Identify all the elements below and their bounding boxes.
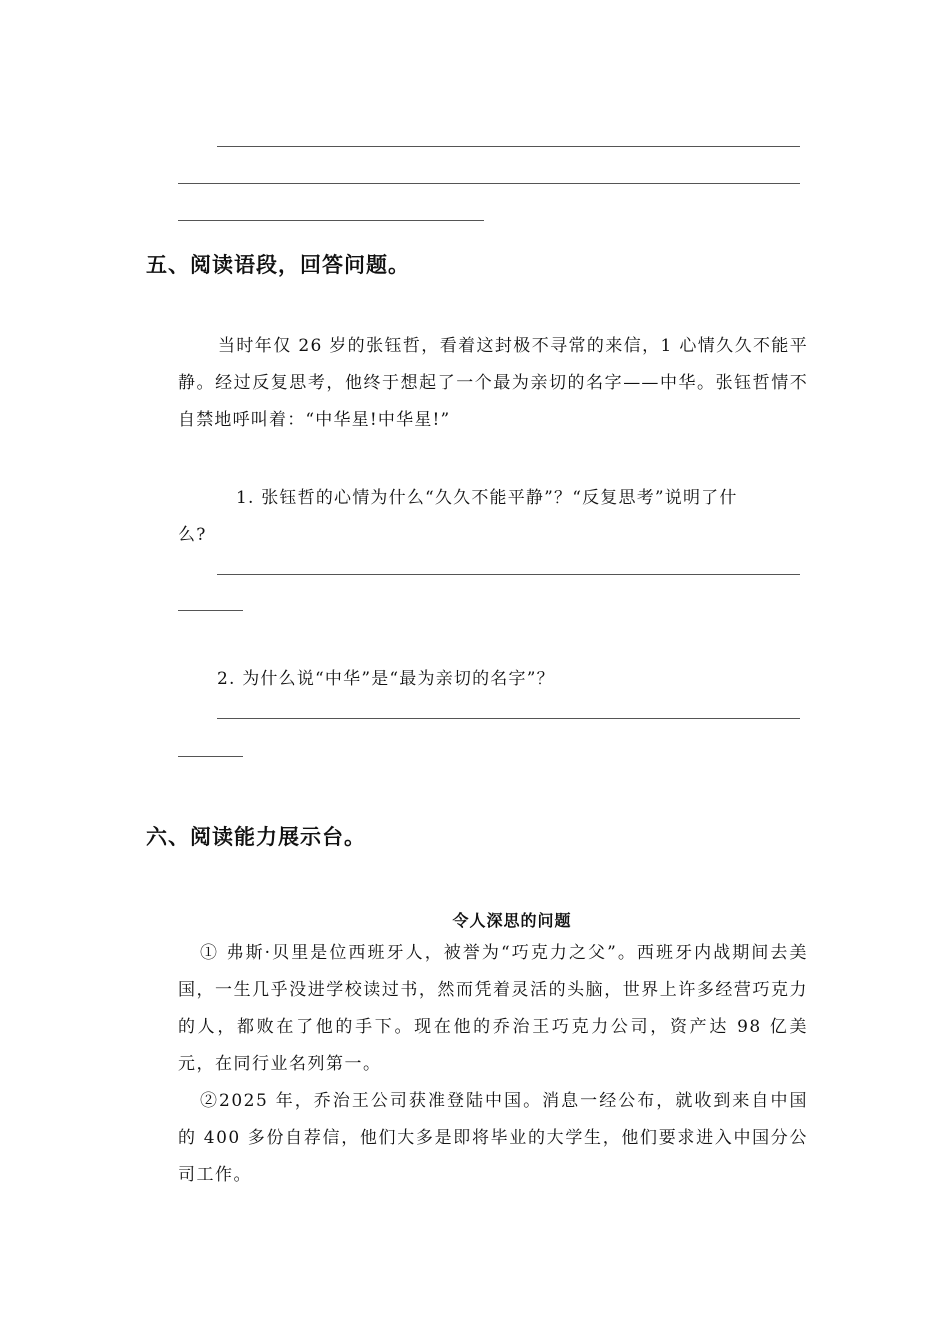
answer-line [178, 610, 243, 611]
answer-line [217, 146, 800, 147]
answer-line [178, 183, 800, 184]
article-paragraph: ① 弗斯·贝里是位西班牙人，被誉为“巧克力之父”。西班牙内战期间去美国，一生几乎没进学校读过书，然而凭着灵活的头脑，世界上许多经营巧克力的人，都败在了他的手下。现在他的乔治王巧克力公司，资产达 98 亿美元，在同行业名列第一。 [178, 943, 808, 1074]
answer-line [217, 574, 800, 575]
question-1-continued: 么? [178, 525, 207, 545]
answer-line [178, 756, 243, 757]
section-heading: 五、阅读语段，回答问题。 [146, 253, 410, 277]
reading-passage: 当时年仅 26 岁的张钰哲，看着这封极不寻常的来信，1 心情久久不能平静。经过反复思考，他终于想起了一个最为亲切的名字——中华。张钰哲情不自禁地呼叫着：“中华星!中华星!” [178, 336, 808, 430]
section-heading: 六、阅读能力展示台。 [146, 825, 366, 849]
article-body [178, 935, 808, 1194]
article-paragraph: ②2025 年，乔治王公司获准登陆中国。消息一经公布，就收到来自中国的 400 多份自荐信，他们大多是即将毕业的大学生，他们要求进入中国分公司工作。 [178, 1091, 808, 1185]
question-1: 1. 张钰哲的心情为什么“久久不能平静”？“反复思考”说明了什 [236, 488, 738, 508]
article-title: 令人深思的问题 [452, 911, 572, 930]
answer-line [178, 220, 484, 221]
answer-line [217, 718, 800, 719]
question-2: 2. 为什么说“中华”是“最为亲切的名字”？ [217, 669, 555, 689]
